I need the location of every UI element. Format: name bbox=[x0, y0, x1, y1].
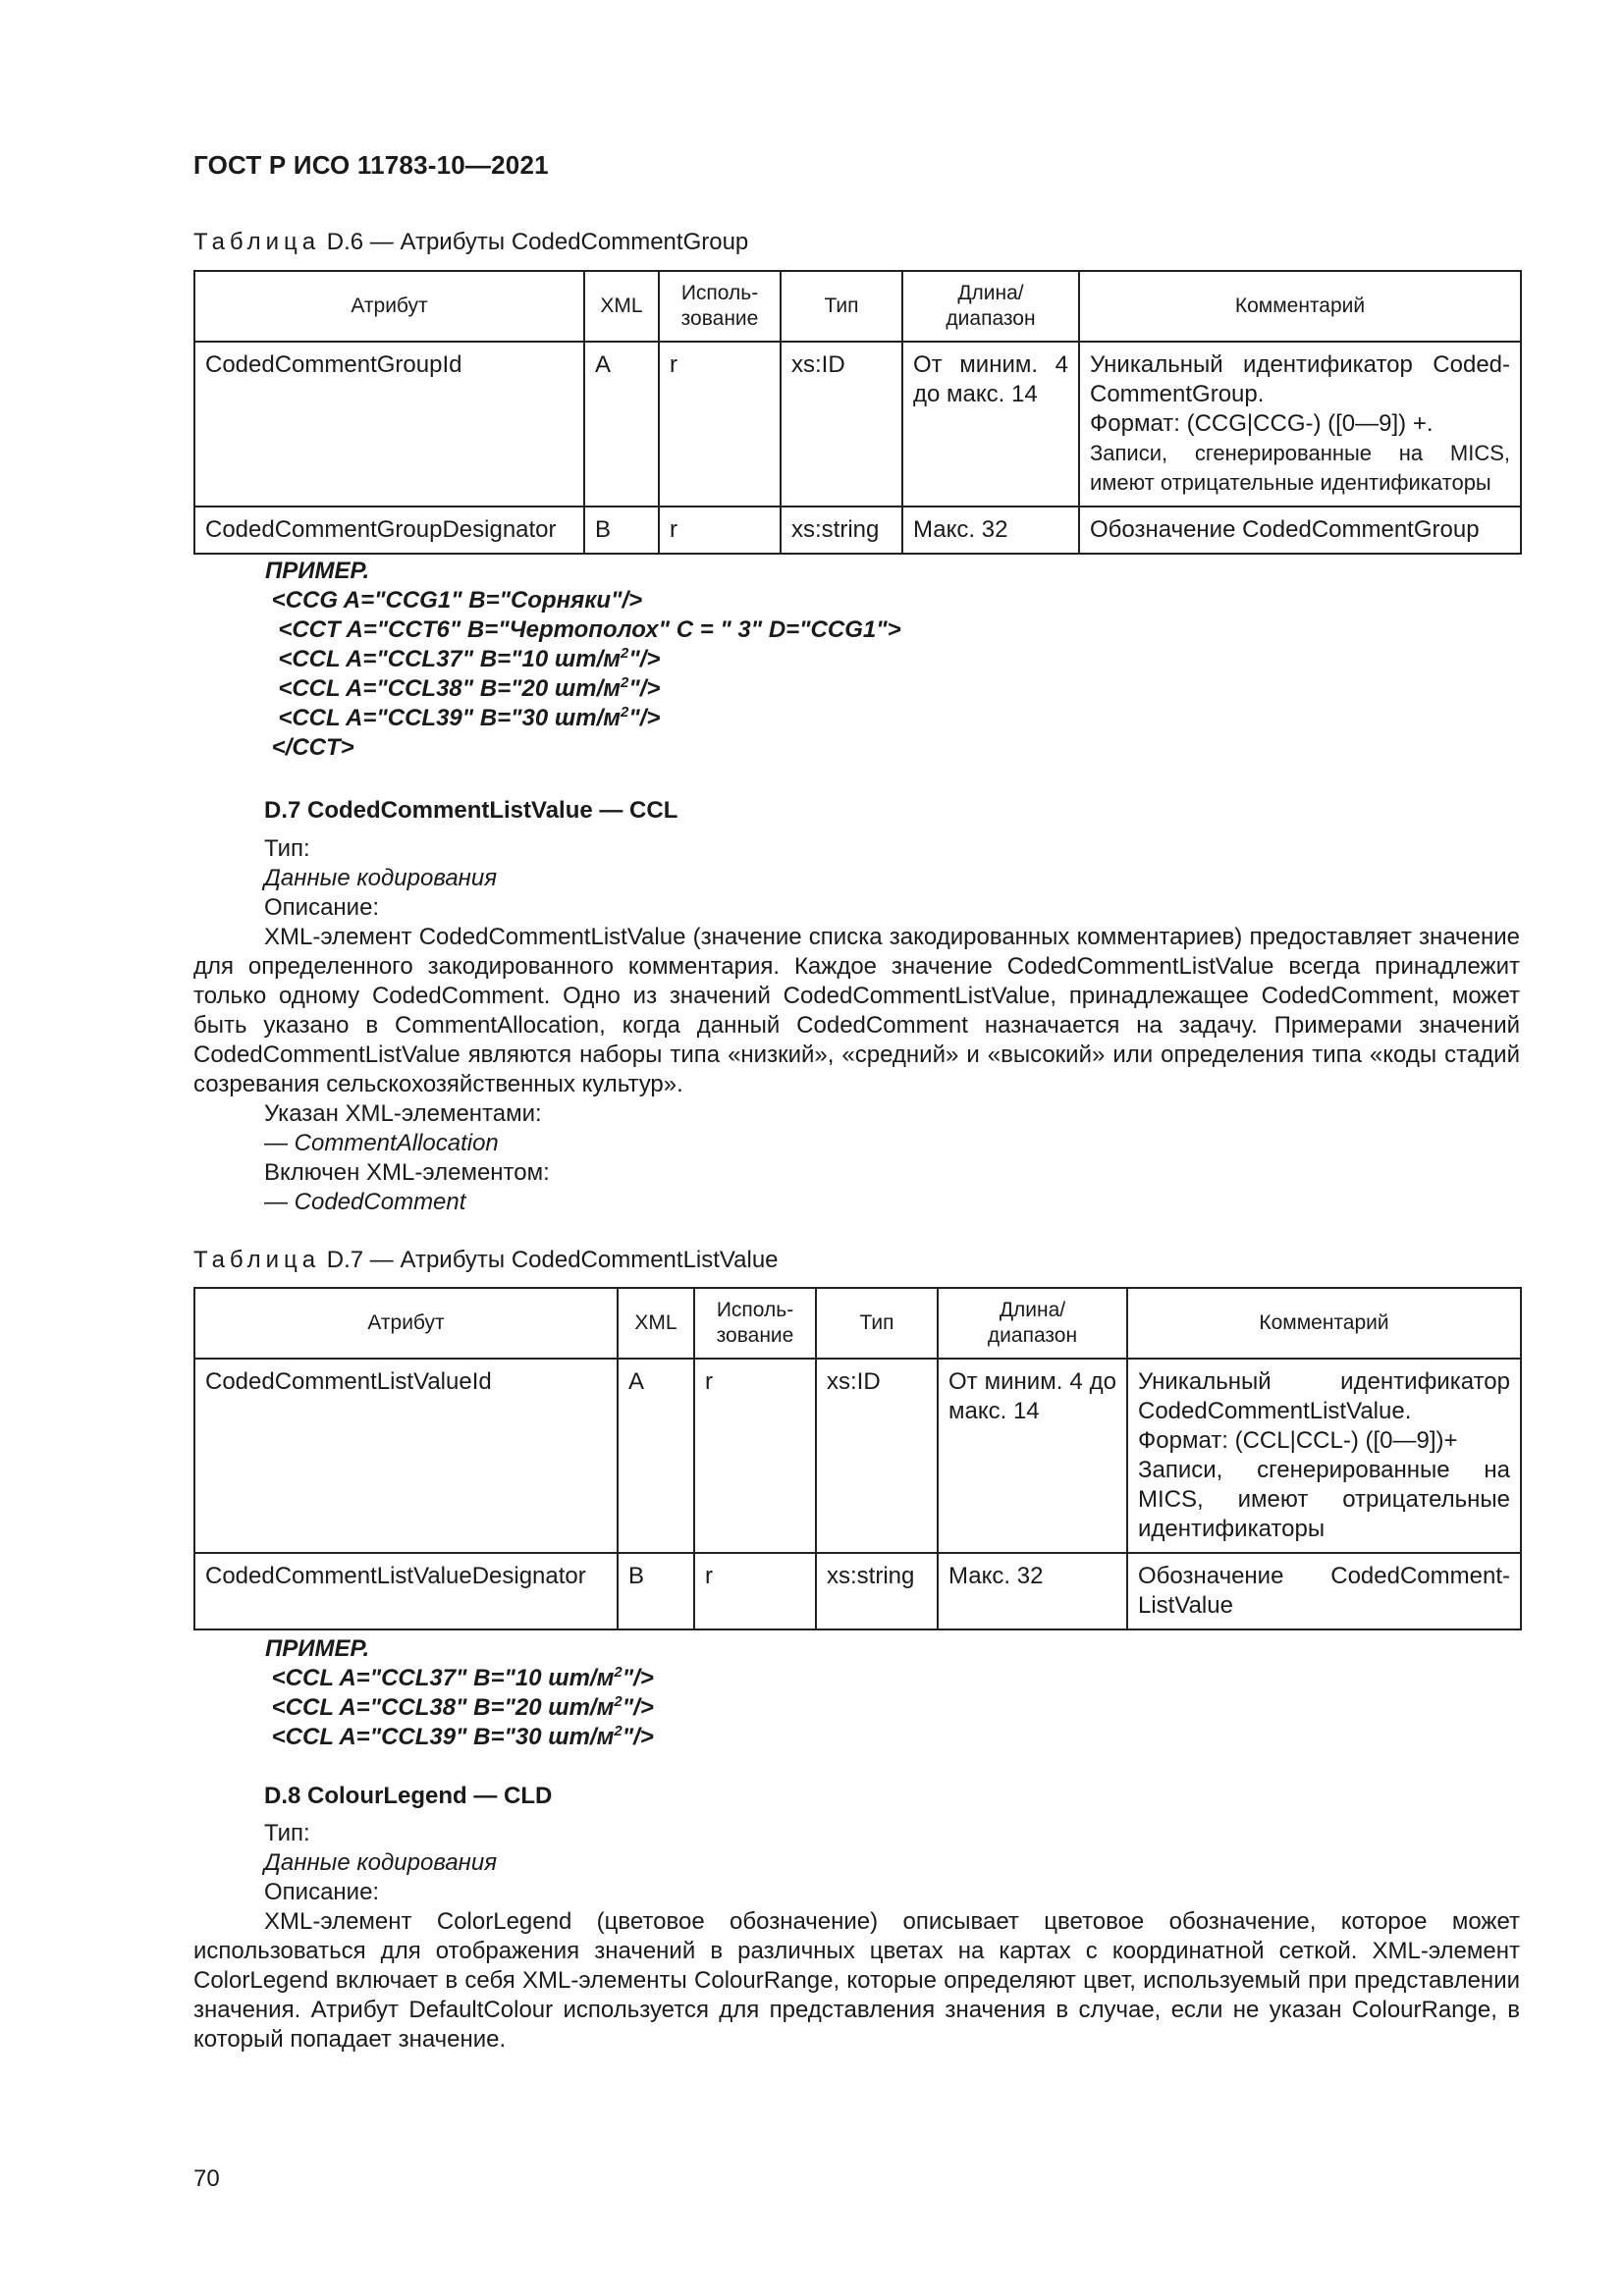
caption-prefix: Таблица bbox=[193, 1247, 321, 1273]
code-tail: "/> bbox=[628, 705, 661, 731]
example-line bbox=[265, 704, 901, 733]
cell-type: xs:ID bbox=[816, 1359, 938, 1553]
col-header-xml: XML bbox=[618, 1288, 694, 1359]
comment-line: Формат: (CCG|CCG-) ([0—9]) +. bbox=[1090, 410, 1434, 437]
code-text: <CCL A="CCL37" B="10 шт/м bbox=[265, 1665, 615, 1691]
cell-range: Макс. 32 bbox=[938, 1553, 1127, 1629]
col-header-usage: Исполь- зование bbox=[694, 1288, 816, 1359]
page-number: 70 bbox=[193, 2165, 220, 2192]
cell-range: Макс. 32 bbox=[902, 507, 1079, 554]
referenced-by-label: Указан XML-элементами: bbox=[264, 1100, 542, 1127]
col-header-xml: XML bbox=[584, 271, 659, 342]
col-header-attribute: Атрибут bbox=[194, 1288, 618, 1359]
code-text: <CCL A="CCL37" B="10 шт/м bbox=[265, 646, 622, 672]
cell-usage: r bbox=[694, 1553, 816, 1629]
caption-text: D.6 — Атрибуты CodedCommentGroup bbox=[326, 229, 749, 255]
cell-usage: r bbox=[659, 507, 781, 554]
caption-prefix: Таблица bbox=[193, 229, 321, 255]
cell-type: xs:ID bbox=[781, 342, 902, 507]
type-value: Данные кодирования bbox=[264, 1849, 498, 1876]
code-tail: "/> bbox=[622, 1724, 654, 1750]
cell-xml: B bbox=[584, 507, 659, 554]
description-label: Описание: bbox=[264, 894, 380, 921]
cell-attribute: CodedCommentListValueId bbox=[194, 1359, 618, 1553]
table-d6-caption bbox=[193, 229, 748, 256]
code-text: <CCL A="CCL38" B="20 шт/м bbox=[265, 1694, 615, 1721]
referenced-by-value: — CommentAllocation bbox=[264, 1130, 499, 1156]
example-label: ПРИМЕР. bbox=[265, 1635, 370, 1662]
col-header-range: Длина/ диапазон bbox=[938, 1288, 1127, 1359]
section-d7-body bbox=[193, 834, 1520, 1217]
table-row bbox=[194, 1359, 1521, 1553]
cell-comment bbox=[1079, 342, 1521, 507]
comment-line: Записи, сгенерированные на MICS, имеют отрицательные идентификаторы bbox=[1090, 441, 1510, 495]
cell-type: xs:string bbox=[816, 1553, 938, 1629]
example-line: <CCG A="CCG1" B="Сорняки"/> bbox=[265, 587, 643, 614]
code-tail: "/> bbox=[622, 1665, 654, 1691]
code-tail: "/> bbox=[628, 646, 661, 672]
table-d7 bbox=[193, 1287, 1522, 1630]
cell-xml: A bbox=[618, 1359, 694, 1553]
col-header-comment: Комментарий bbox=[1079, 271, 1521, 342]
cell-comment: Обозначение CodedCommentGroup bbox=[1079, 507, 1521, 554]
code-tail: "/> bbox=[622, 1694, 654, 1721]
table-header-row bbox=[194, 1288, 1521, 1359]
comment-line: Формат: (CCL|CCL-) ([0—9])+ bbox=[1138, 1427, 1458, 1454]
table-row bbox=[194, 342, 1521, 507]
example-line bbox=[265, 674, 901, 704]
section-d8-body bbox=[193, 1819, 1520, 2055]
example-block-1 bbox=[265, 557, 901, 763]
superscript: 2 bbox=[621, 674, 629, 691]
code-text: <CCL A="CCL39" B="30 шт/м bbox=[265, 1724, 615, 1750]
col-header-attribute: Атрибут bbox=[194, 271, 584, 342]
section-d7-title: D.7 CodedCommentListValue — CCL bbox=[264, 797, 678, 824]
cell-attribute: CodedCommentGroupDesignator bbox=[194, 507, 584, 554]
section-d8-title: D.8 ColourLegend — CLD bbox=[264, 1783, 553, 1809]
cell-attribute: CodedCommentListValueDesignator bbox=[194, 1553, 618, 1629]
example-line: <CCT A="CCT6" B="Чертополох" C = " 3" D="CCG1"> bbox=[265, 616, 901, 643]
cell-usage: r bbox=[659, 342, 781, 507]
example-label: ПРИМЕР. bbox=[265, 558, 370, 584]
superscript: 2 bbox=[621, 645, 629, 662]
cell-range: От миним. 4 до макс. 14 bbox=[938, 1359, 1127, 1553]
caption-text: D.7 — Атрибуты CodedCommentListValue bbox=[326, 1247, 779, 1273]
comment-line: Уникальный идентификатор Coded-CommentGroup. bbox=[1090, 351, 1510, 407]
comment-line: Уникальный идентификатор CodedCommentListValue. bbox=[1138, 1368, 1510, 1424]
document-header: ГОСТ Р ИСО 11783-10—2021 bbox=[193, 150, 549, 180]
code-text: <CCL A="CCL39" B="30 шт/м bbox=[265, 705, 622, 731]
description-text: XML-элемент CodedCommentListValue (значение списка закодированных комментариев) предоставляет значение для определенного закодированного комментария. Каждое значение CodedCommentListValue всегда принадлежит только одному CodedComment. Одно из значений CodedCommentListValue, принадлежащее CodedComment, может быть указано в CommentAllocation, когда данный CodedComment назначается на задачу. Примерами значений CodedCommentListValue являются наборы типа «низкий», «средний» и «высокий» или определения типа «коды стадий созревания сельскохозяйственных культур». bbox=[193, 924, 1520, 1097]
example-line bbox=[265, 1723, 654, 1752]
type-label: Тип: bbox=[264, 835, 310, 862]
superscript: 2 bbox=[614, 1664, 623, 1681]
type-label: Тип: bbox=[264, 1820, 310, 1846]
col-header-comment: Комментарий bbox=[1127, 1288, 1521, 1359]
superscript: 2 bbox=[614, 1693, 623, 1710]
col-header-range: Длина/ диапазон bbox=[902, 271, 1079, 342]
table-d6 bbox=[193, 270, 1522, 555]
example-line bbox=[265, 1693, 654, 1723]
superscript: 2 bbox=[614, 1723, 623, 1739]
table-header-row bbox=[194, 271, 1521, 342]
example-line bbox=[265, 1664, 654, 1693]
example-line bbox=[265, 645, 901, 674]
cell-range: От миним. 4 до макс. 14 bbox=[902, 342, 1079, 507]
code-text: <CCL A="CCL38" B="20 шт/м bbox=[265, 675, 622, 702]
col-header-usage: Исполь- зование bbox=[659, 271, 781, 342]
example-block-2 bbox=[265, 1634, 654, 1752]
code-tail: "/> bbox=[628, 675, 661, 702]
cell-type: xs:string bbox=[781, 507, 902, 554]
cell-comment: Обозначение CodedComment-ListValue bbox=[1127, 1553, 1521, 1629]
cell-comment bbox=[1127, 1359, 1521, 1553]
cell-xml: A bbox=[584, 342, 659, 507]
type-value: Данные кодирования bbox=[264, 865, 498, 891]
description-label: Описание: bbox=[264, 1879, 380, 1905]
included-by-value: — CodedComment bbox=[264, 1189, 466, 1215]
description-text: XML-элемент ColorLegend (цветовое обозначение) описывает цветовое обозначение, которое может использоваться для отображения значений в различных цветах на картах с координатной сеткой. XML-элемент ColorLegend включает в себя XML-элементы ColourRange, которые определяют цвет, используемый при представлении значения. Атрибут DefaultColour используется для представления значения в случае, если не указан ColourRange, в который попадает значение. bbox=[193, 1908, 1520, 2053]
cell-xml: B bbox=[618, 1553, 694, 1629]
cell-usage: r bbox=[694, 1359, 816, 1553]
comment-line: Записи, сгенерированные на MICS, имеют отрицательные идентификаторы bbox=[1138, 1457, 1510, 1542]
col-header-type: Тип bbox=[816, 1288, 938, 1359]
col-header-type: Тип bbox=[781, 271, 902, 342]
table-row bbox=[194, 507, 1521, 554]
included-by-label: Включен XML-элементом: bbox=[264, 1159, 550, 1186]
table-row bbox=[194, 1553, 1521, 1629]
superscript: 2 bbox=[621, 704, 629, 721]
example-line: </CCT> bbox=[265, 734, 354, 761]
cell-attribute: CodedCommentGroupId bbox=[194, 342, 584, 507]
table-d7-caption bbox=[193, 1247, 779, 1274]
